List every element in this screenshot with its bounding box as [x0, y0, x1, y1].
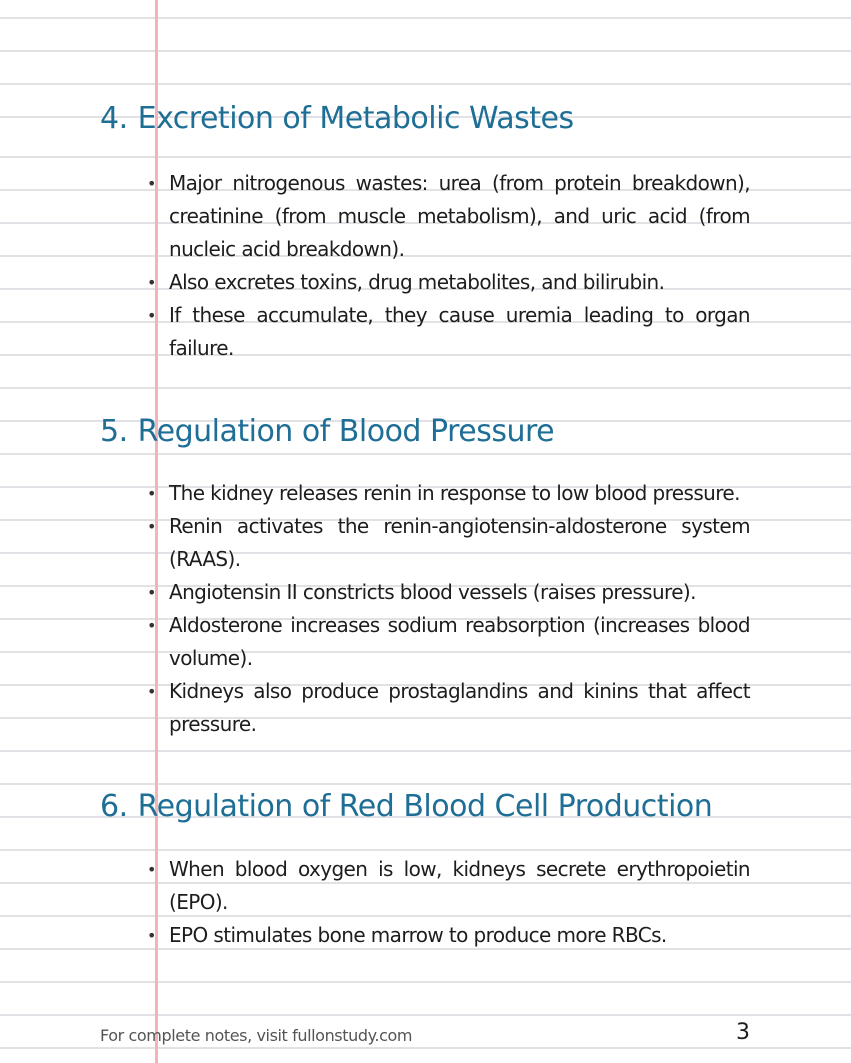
- bullet-list: [169, 167, 750, 365]
- list-item: • Also excretes toxins, drug metabolites, and bilirubin.: [169, 266, 750, 299]
- section-title: Excretion of Metabolic Wastes: [137, 101, 574, 136]
- list-item: • Aldosterone increases sodium reabsorption (increases blood volume).: [169, 609, 750, 675]
- section-heading: [100, 789, 712, 824]
- bullet-list: [169, 853, 750, 952]
- list-item: • When blood oxygen is low, kidneys secrete erythropoietin (EPO).: [169, 853, 750, 919]
- section-number: 4.: [100, 101, 128, 136]
- bullet-list: [169, 477, 750, 741]
- list-item: • Kidneys also produce prostaglandins and kinins that affect pressure.: [169, 675, 750, 741]
- list-item: • The kidney releases renin in response to low blood pressure.: [169, 477, 750, 510]
- list-item: • Major nitrogenous wastes: urea (from protein breakdown), creatinine (from muscle metabolism), and uric acid (from nucleic acid breakdown).: [169, 167, 750, 266]
- list-item: • If these accumulate, they cause uremia leading to organ failure.: [169, 299, 750, 365]
- section-number: 5.: [100, 414, 128, 449]
- section-heading: [100, 414, 554, 449]
- section-title: Regulation of Red Blood Cell Production: [137, 789, 713, 824]
- list-item: • EPO stimulates bone marrow to produce more RBCs.: [169, 919, 750, 952]
- footer-note: For complete notes, visit fullonstudy.com: [100, 1026, 413, 1045]
- list-item: • Angiotensin II constricts blood vessels (raises pressure).: [169, 576, 750, 609]
- section-heading: [100, 101, 574, 136]
- list-item: • Renin activates the renin-angiotensin-aldosterone system (RAAS).: [169, 510, 750, 576]
- section-title: Regulation of Blood Pressure: [137, 414, 555, 449]
- section-number: 6.: [100, 789, 128, 824]
- page-number: 3: [736, 1020, 750, 1045]
